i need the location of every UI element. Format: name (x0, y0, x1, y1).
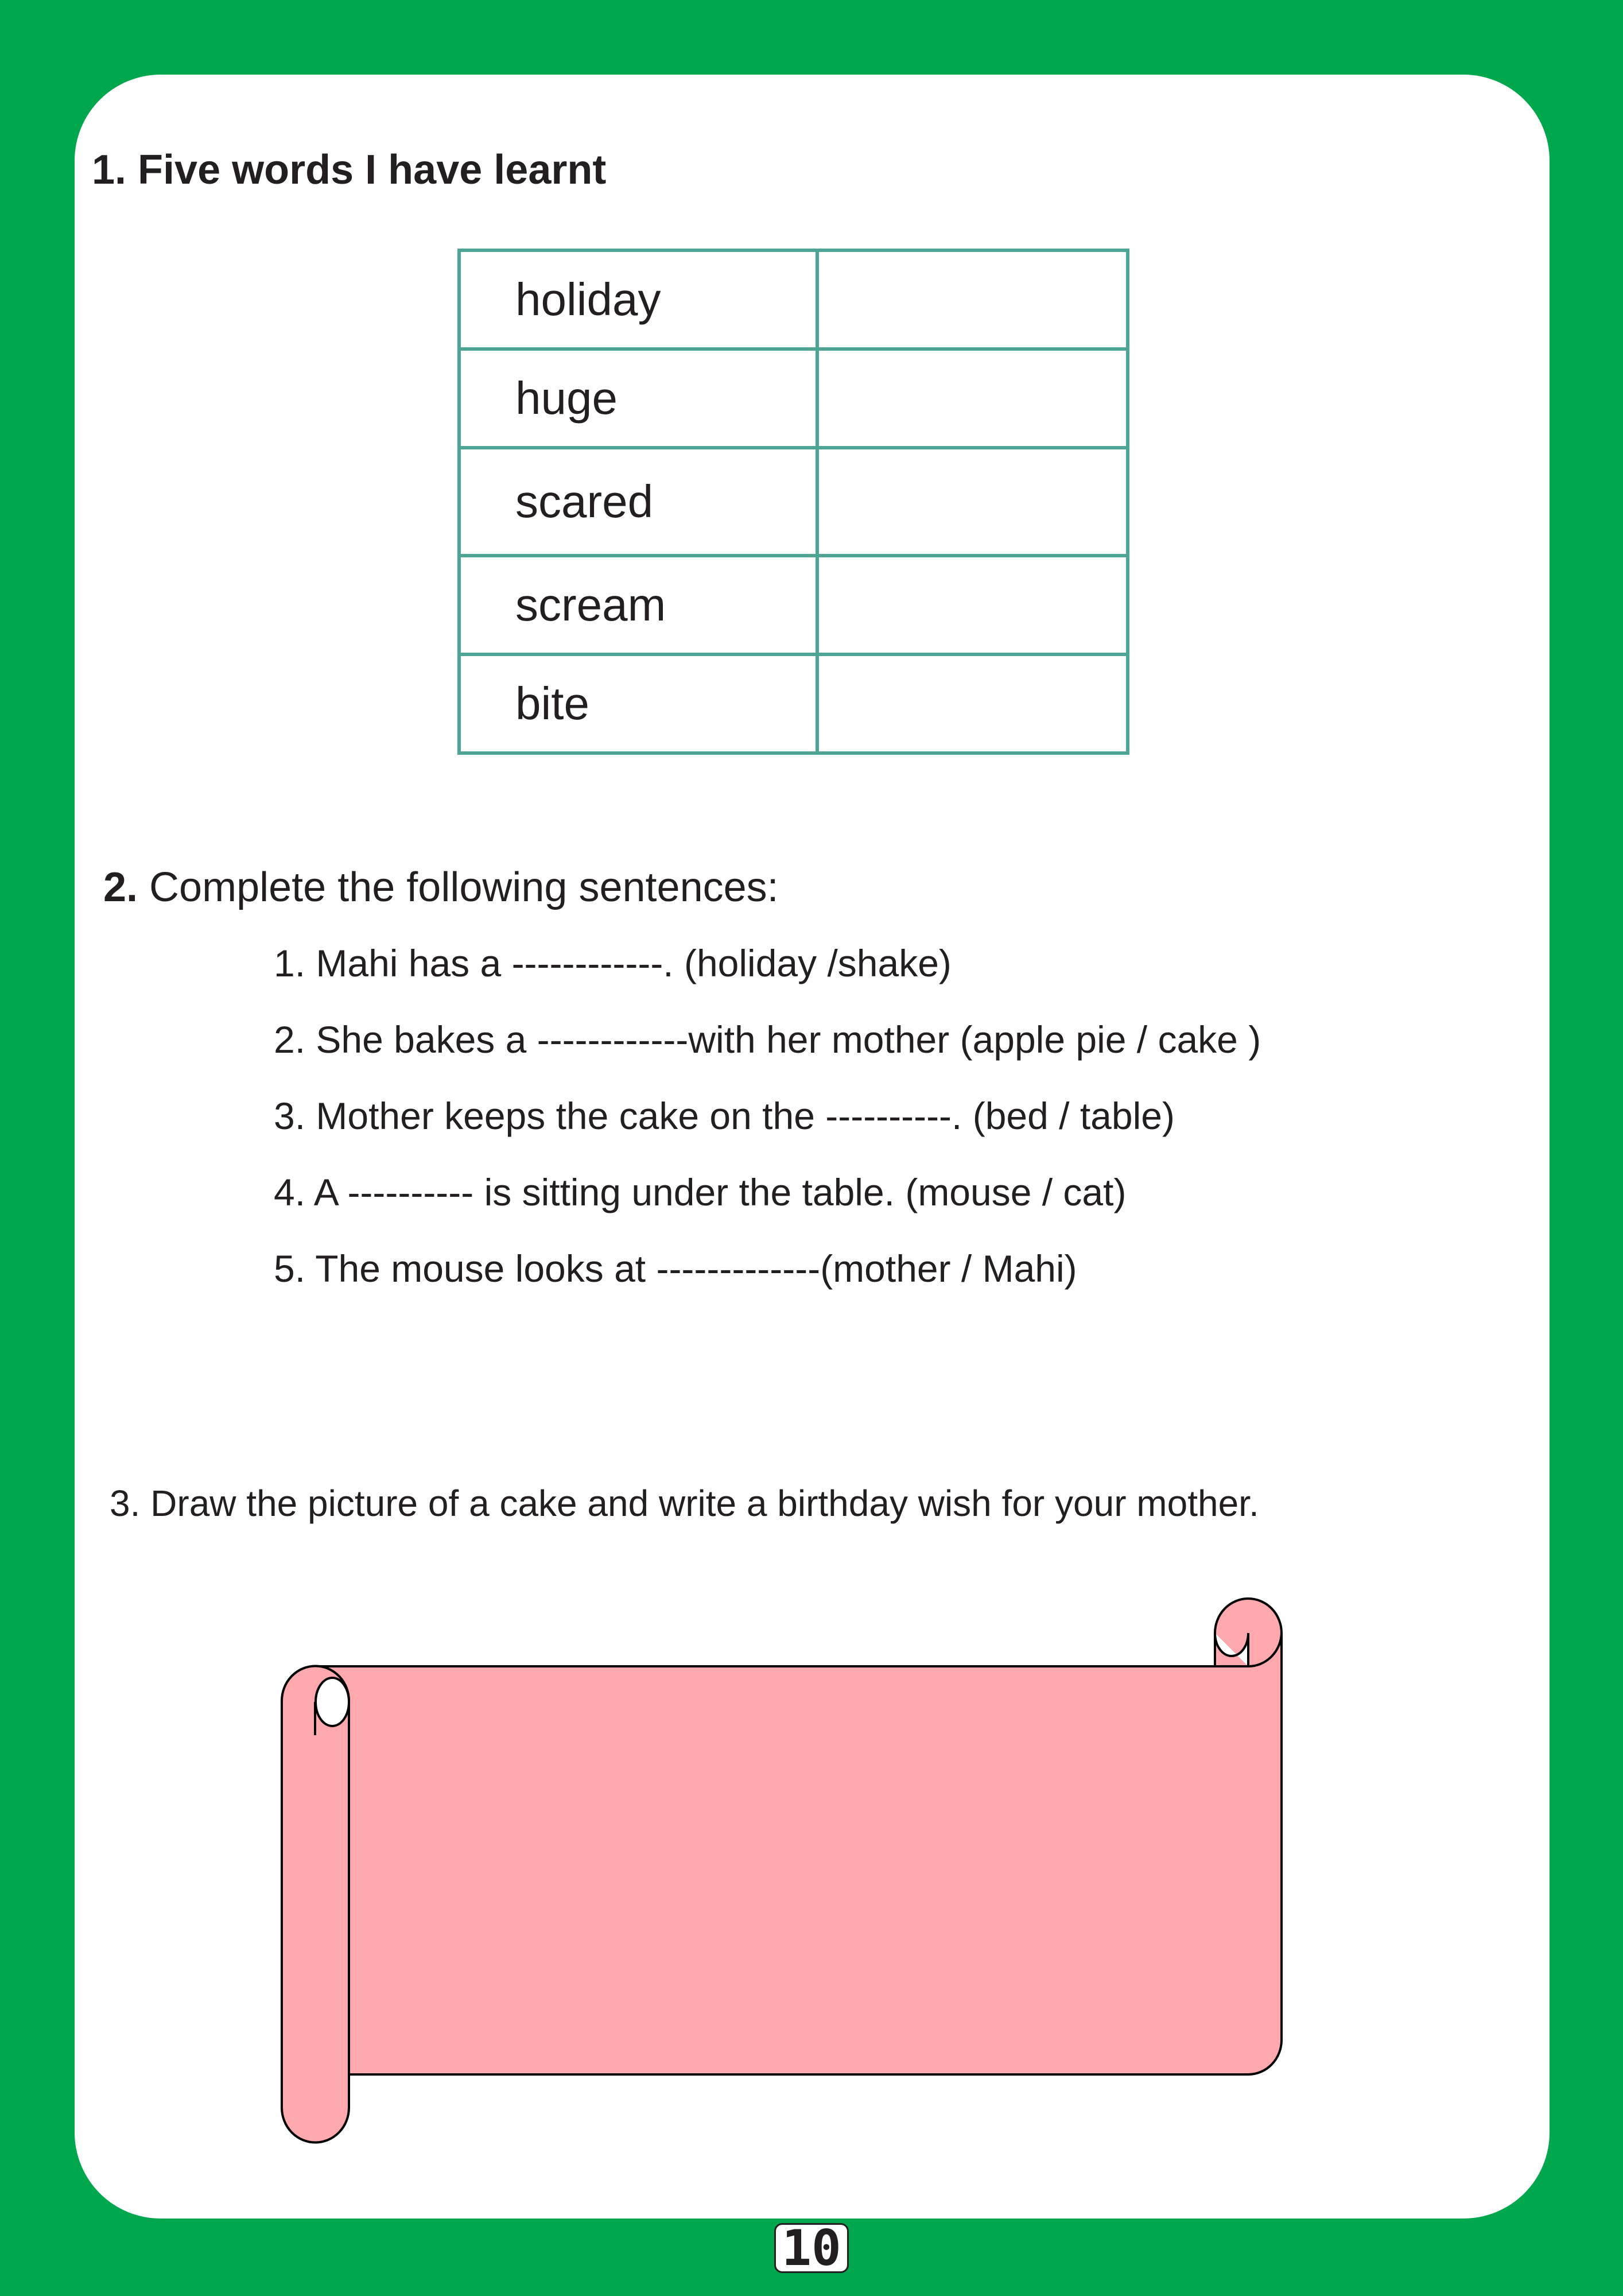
page-number: 10 (774, 2223, 849, 2273)
sentence-item: 2. She bakes a ------------with her mother (apple pie / cake ) (274, 1018, 1261, 1061)
sentence-item: 3. Mother keeps the cake on the ----------. (bed / table) (274, 1095, 1175, 1137)
section-2-number: 2. (103, 864, 138, 910)
word-cell: bite (459, 654, 817, 753)
scroll-left-roll (282, 1666, 349, 2142)
scroll-left-curl (316, 1678, 349, 1726)
sentence-item: 5. The mouse looks at -------------(mother / Mahi) (274, 1247, 1077, 1290)
sentence-item: 4. A ---------- is sitting under the table. (mouse / cat) (274, 1171, 1127, 1213)
section-1-title: 1. Five words I have learnt (92, 147, 607, 193)
word-cell: scream (459, 556, 817, 654)
sentence-item: 1. Mahi has a ------------. (holiday /shake) (274, 942, 952, 984)
scroll-sheet (315, 1633, 1282, 2074)
word-cell: holiday (459, 250, 817, 349)
word-cell: scared (459, 448, 817, 556)
word-cell: huge (459, 349, 817, 448)
section-2-title-text: Complete the following sentences: (138, 864, 779, 910)
section-3-title: 3. Draw the picture of a cake and write a birthday wish for your mother. (110, 1483, 1259, 1524)
